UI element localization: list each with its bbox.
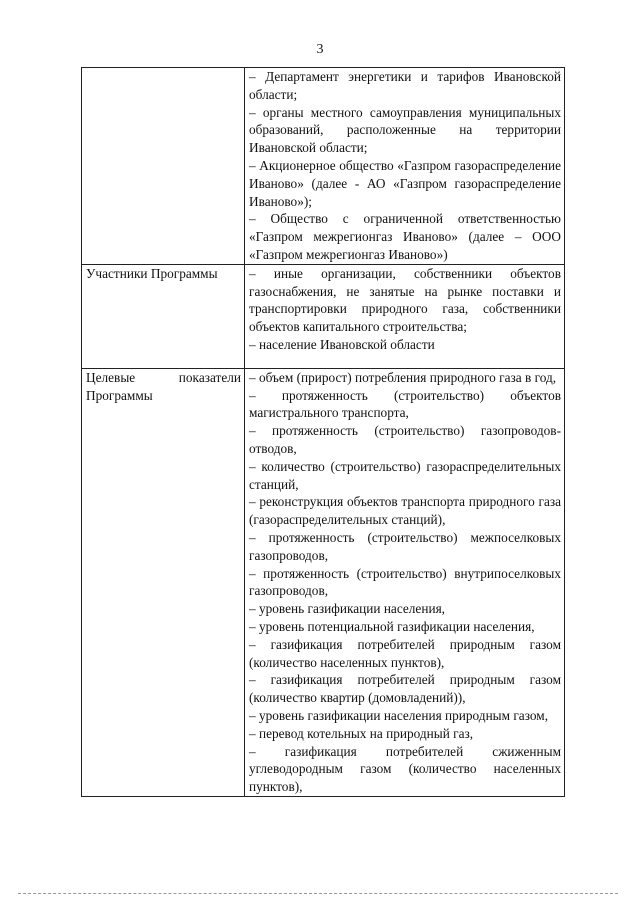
list-item: – уровень газификации населения природным газом, <box>249 707 549 723</box>
table-row-responsible <box>82 68 565 265</box>
row-label-participants: Участники Программы <box>82 264 245 368</box>
list-item: – газификация потребителей сжиженным углеводородным газом (количество населенных пунктов), <box>249 743 561 795</box>
list-item: – протяженность (строительство) внутрипоселковых газопроводов, <box>249 565 561 599</box>
list-item: – протяженность (строительство) объектов магистрального транспорта, <box>249 387 561 421</box>
program-passport-table <box>81 67 565 797</box>
list-item: – население Ивановской области <box>249 336 435 352</box>
row-content <box>245 264 565 368</box>
list-item: – органы местного самоуправления муниципальных образований, расположенные на территории Ивановской области; <box>249 104 561 156</box>
list-item: – газификация потребителей природным газом (количество квартир (домовладений)), <box>249 672 561 706</box>
list-item: – Акционерное общество «Газпром газораспределение Иваново» (далее - АО «Газпром газораспределение Иваново»); <box>249 157 561 209</box>
list-item: – уровень газификации населения, <box>249 601 446 617</box>
page-number: 3 <box>316 42 324 57</box>
row-content <box>245 68 565 265</box>
list-item: – протяженность (строительство) газопроводов-отводов, <box>249 423 561 456</box>
scan-edge-rule <box>18 893 618 894</box>
list-item: – объем (прирост) потребления природного газа в год, <box>249 369 557 385</box>
table-row-participants <box>82 264 565 368</box>
list-item: – Общество с ограниченной ответственностью «Газпром межрегионгаз Иваново» (далее – ООО «Газпром межрегионгаз Иваново») <box>249 211 561 262</box>
row-content <box>245 368 565 796</box>
list-item: – уровень потенциальной газификации населения, <box>249 618 535 634</box>
list-item: – реконструкция объектов транспорта природного газа (газораспределительных станций), <box>249 494 561 528</box>
list-item: – Департамент энергетики и тарифов Ивановской области; <box>249 69 561 102</box>
list-item: – количество (строительство) газораспределительных станций, <box>249 458 561 492</box>
row-label-target-indicators: Целевые показатели Программы <box>82 368 245 796</box>
list-item: – иные организации, собственники объектов газоснабжения, не занятые на рынке поставки и транспортировки природного газа, собственники объектов капитального строительства; <box>249 265 561 335</box>
table-row-target-indicators <box>82 368 565 796</box>
list-item: – перевод котельных на природный газ, <box>249 725 474 741</box>
list-item: – протяженность (строительство) межпоселковых газопроводов, <box>249 529 561 563</box>
row-label-empty <box>82 68 245 265</box>
list-item: – газификация потребителей природным газом (количество населенных пунктов), <box>249 636 561 670</box>
